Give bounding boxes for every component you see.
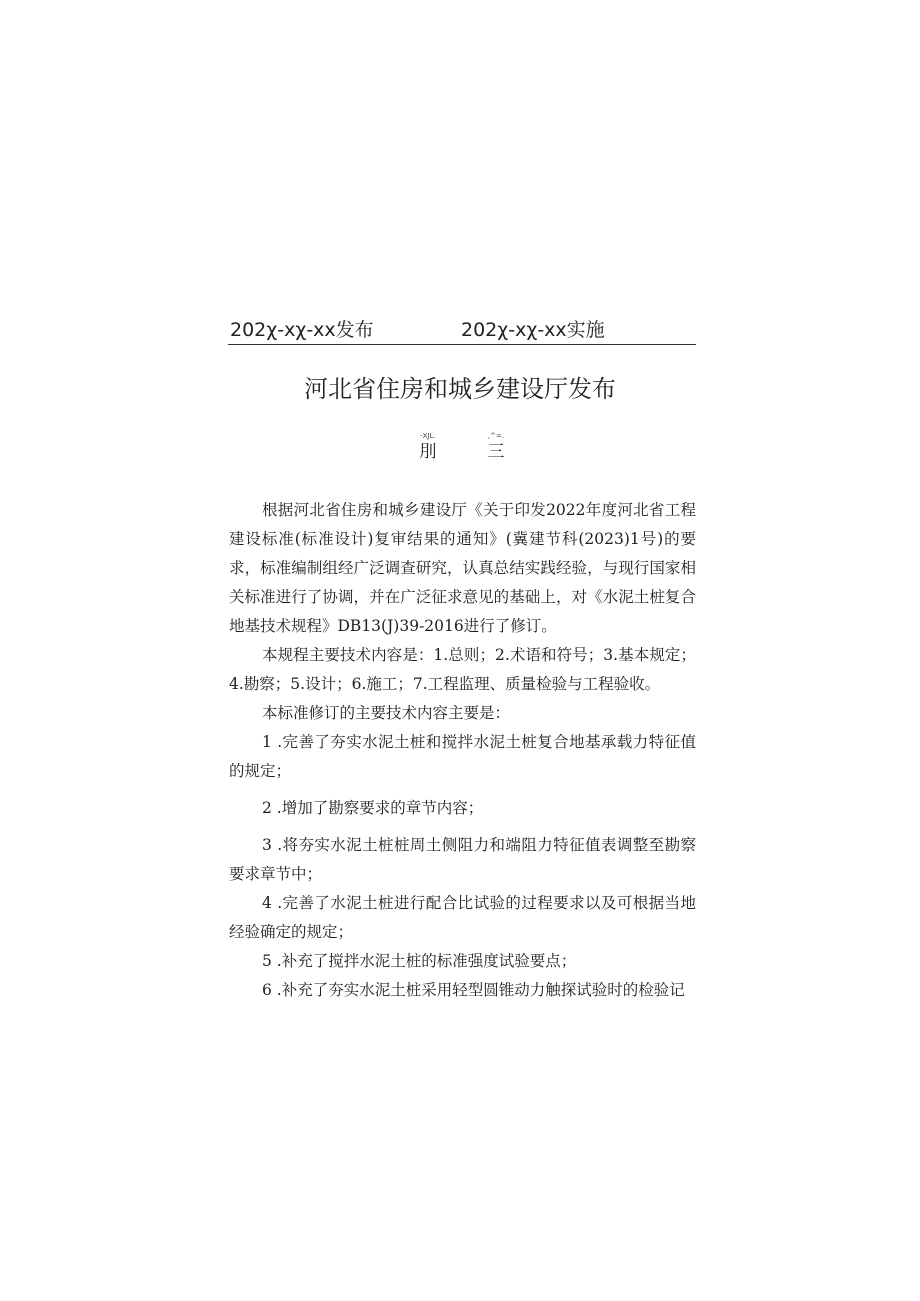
section-title-left [416, 431, 440, 463]
list-item: 2 .增加了勘察要求的章节内容； [262, 799, 484, 817]
effective-date: 202χ-xχ-xx实施 [461, 319, 605, 341]
header-divider [228, 344, 696, 345]
list-item: 4 .完善了水泥土桩进行配合比试验的过程要求以及可根据当地经验确定的规定； [229, 894, 696, 941]
paragraph-contents: 本规程主要技术内容是：1.总则；2.术语和符号；3.基本规定；4.勘察；5.设计；6.施工；7.工程监理、质量检验与工程验收。 [229, 646, 696, 693]
section-title-right-annotation: ,^=. [487, 432, 505, 440]
section-title-right-char: 三 [487, 442, 505, 462]
paragraph-intro: 根据河北省住房和城乡建设厅《关于印发2022年度河北省工程建设标准(标准设计)复审结果的通知》(冀建节科(2023)1号)的要求，标准编制组经广泛调查研究，认真总结实践经验，与现行国家相关标准进行了协调，并在广泛征求意见的基础上，对《水泥土桩复合地基技术规程》DB13(J)39-2016进行了修订。 [229, 501, 696, 635]
list-item: 3 .将夯实水泥土桩桩周土侧阻力和端阻力特征值表调整至勘察要求章节中； [229, 836, 696, 883]
paragraph-revision-intro: 本标准修订的主要技术内容主要是： [262, 704, 511, 722]
document-body [229, 496, 696, 1005]
date-header [228, 316, 696, 344]
list-item: 5 .补充了搅拌水泥土桩的标准强度试验要点； [262, 952, 577, 970]
list-item: 6 .补充了夯实水泥土桩采用轻型圆锥动力触探试验时的检验记 [262, 981, 685, 999]
section-title-left-char: 刖 [419, 442, 437, 462]
issue-date: 202χ-xχ-xx发布 [230, 319, 374, 341]
section-title-right [484, 431, 508, 463]
publisher-title: 河北省住房和城乡建设厅发布 [304, 375, 616, 403]
list-item: 1 .完善了夯实水泥土桩和搅拌水泥土桩复合地基承载力特征值的规定； [229, 733, 696, 780]
section-title-left-annotation: -XJL. [420, 432, 436, 440]
